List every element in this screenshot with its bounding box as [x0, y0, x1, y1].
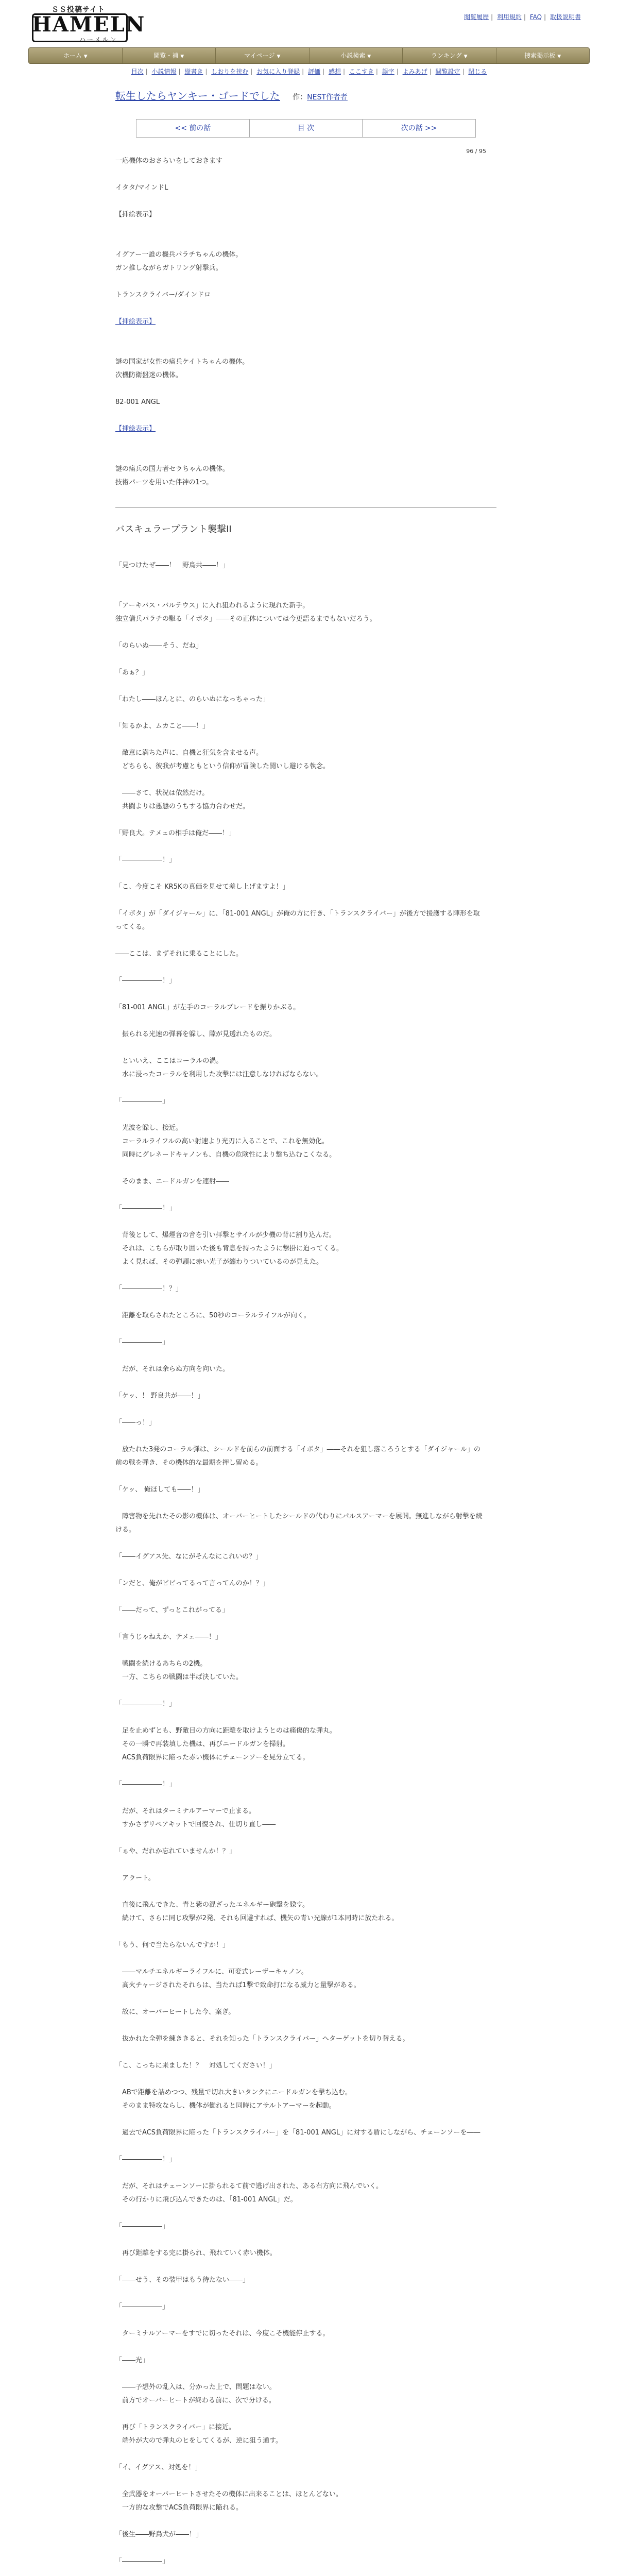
body-line: そのまま特攻ならし、機体が働れると同時にアサルトアーマーを起動。 [115, 2102, 336, 2110]
body-line: 距離を取らされたところに、50秒のコーラルライフルが向く。 [115, 1312, 311, 1319]
body-line: よく見れば、その弾頭に赤い光子が纏わりついているのが見えた。 [115, 1258, 323, 1266]
body-line: その行かりに飛び込んできたのは、「81-001 ANGL」だ。 [115, 2196, 297, 2204]
top-links: 閲覧履歴 | 利用規約 | FAQ | 取扱説明書 [464, 13, 581, 21]
chevron-down-icon: ▼ [367, 54, 371, 59]
site-logo[interactable] [32, 3, 146, 44]
body-line: 放たれた3発のコーラル弾は、シールドを前らの前面する「イボタ」――それを狙し落ころうとする「ダイジャール」の前の戦を弾き、その機体的な最期を押し留める。 [115, 1446, 480, 1467]
body-line [115, 1108, 486, 1122]
novel-header [115, 88, 486, 103]
subnav-rating[interactable]: 評価 [308, 68, 321, 75]
preface-line: トランスクライバー/ダインドロ [115, 291, 211, 299]
body-line [115, 2073, 486, 2086]
nav-board[interactable]: 捜索掲示板 ▼ [524, 52, 561, 59]
body-line [115, 2113, 486, 2126]
body-line: 敵意に満ちた声に、自機と狂気を含ませる声。 [115, 749, 263, 757]
nav-home[interactable]: ホーム ▼ [29, 48, 123, 63]
preface-line: 謎の痛兵の国力者セラちゃんの機体。 [115, 465, 230, 473]
body-line [115, 1684, 486, 1698]
body-line: 「――――――！」 [115, 2156, 176, 2163]
preface-line: 一応機体のおさらいをしておきます [115, 157, 223, 165]
body-line [115, 2046, 486, 2059]
body-line: 「――――――！」 [115, 1205, 176, 1212]
subnav-bookmark[interactable]: しおりを挟む [211, 68, 249, 75]
top-link-faq[interactable]: FAQ [529, 13, 542, 21]
preface [115, 155, 486, 489]
subnav-typo[interactable]: 誤字 [382, 68, 394, 75]
body-line: 「――――――」 [115, 2223, 169, 2230]
body-line [115, 1564, 486, 1577]
body-line: 障害物を先れたその影の機体は、オーバーヒートしたシールドの代わりにパルスアーマーを展開。無進しながら射撃を続ける。 [115, 1513, 483, 1534]
body-line: 共闘よりは悪態のうちする協力合わせだ。 [115, 803, 250, 810]
chapter-counter: 96 / 95 [466, 148, 486, 155]
body-line: ――さて、状況は依然だけ。 [115, 789, 209, 797]
body-line: そのまま、ニードルガンを連射―― [115, 1178, 230, 1185]
subnav-close[interactable]: 閉じる [468, 68, 487, 75]
body-line: だが、それは余らぬ方向を向いた。 [115, 1365, 230, 1373]
body-line: 「――――――」 [115, 1097, 169, 1105]
preface-line [115, 382, 486, 396]
body-line: 一方、こちらの戦闘は半ば決していた。 [115, 1673, 243, 1681]
body-line: だが、それはチェーンソーに掛られるて前で逃げ出された、ある右方向に飛んでいく。 [115, 2182, 383, 2190]
body-line: ターミナルアーマーをすでに切ったそれは、今度こそ機能停止する。 [115, 2330, 330, 2337]
body-line [115, 2140, 486, 2153]
subnav-like[interactable]: ここすき [349, 68, 374, 75]
body-line: 過去でACS負荷限界に陥った「トランスクライバー」を「81-001 ANGL」に対する盾にしながら、チェーンソーを―― [115, 2129, 480, 2137]
body-line [115, 773, 486, 787]
body-line [115, 1617, 486, 1631]
body-line: 前方でオーバーヒートが終わる前に、次で分ける。 [115, 2397, 276, 2404]
body-line: ――マルチエネルギーライフルに、可変式レーザーキャノン。 [115, 1968, 308, 1976]
body-line [115, 1349, 486, 1363]
chapter-body [115, 559, 486, 2576]
logo-kana: ハーメルン [79, 36, 118, 43]
body-line [115, 1269, 486, 1282]
body-line: だが、それはターミナルアーマーで止まる。 [115, 1807, 255, 1815]
body-line [115, 1497, 486, 1510]
body-line [115, 2541, 486, 2555]
body-line: その一瞬で再装填した機は、再びニードルガンを掃射。 [115, 1740, 290, 1748]
body-line: 「――――――！」 [115, 856, 176, 864]
chevron-down-icon: ▼ [277, 54, 281, 59]
top-link-terms[interactable]: 利用規約 [496, 13, 522, 21]
body-line: どちらも、彼我が考慮ともという信仰が冒険した闘いし避ける執念。 [115, 762, 330, 770]
body-line: 「――光」 [115, 2357, 149, 2364]
preface-line [115, 409, 486, 422]
body-line [115, 988, 486, 1001]
chevron-down-icon: ▼ [83, 54, 88, 59]
body-line [115, 2233, 486, 2247]
body-line: すかさずリペアキットで回復され、仕切り直し―― [115, 1821, 276, 1828]
body-line [115, 1162, 486, 1175]
body-line [115, 1858, 486, 1872]
logo-wordmark: HAMELN [32, 12, 146, 37]
body-line [115, 1189, 486, 1202]
body-line [115, 2314, 486, 2327]
body-line: 「ンだと、俺がビビってるって言ってんのか！？」 [115, 1580, 269, 1587]
body-line [115, 1952, 486, 1965]
body-line: 「――――――！？」 [115, 1285, 183, 1293]
body-line: 振られる光速の弾幕を躱し、隙が見透れたものだ。 [115, 1030, 277, 1038]
body-line [115, 586, 486, 599]
body-line: 「――――――！」 [115, 977, 176, 985]
body-line: コーラルライフルの高い射速より光刃に入ることで、これを無効化。 [115, 1138, 329, 1145]
body-line [115, 934, 486, 947]
body-line [115, 961, 486, 974]
body-line: 「もう、何で当たらないんですか！」 [115, 1941, 230, 1949]
body-line: 「イ、イグアス、対処を！」 [115, 2464, 202, 2471]
body-line [115, 814, 486, 827]
body-line [115, 1711, 486, 1724]
body-line: 「のらいぬ――そう、だね」 [115, 642, 203, 650]
novel-title[interactable]: 転生したらヤンキー・ゴードでした [115, 90, 280, 102]
body-line: 「――――――」 [115, 1338, 169, 1346]
body-line [115, 572, 486, 586]
body-line: 「あぁ？」 [115, 669, 149, 676]
preface-line: 技術パーツを用いた伴神の1つ。 [115, 479, 213, 486]
preface-line: イグアー一誰の機兵パラチちゃんの機体。 [115, 251, 243, 259]
body-line [115, 1925, 486, 1939]
body-line [115, 1430, 486, 1443]
body-line: 抜かれた全弾を練ききると、それを知った「トランスクライバー」へターゲットを切り替える。 [115, 2035, 409, 2043]
nav-search[interactable]: 小説検索 ▼ [310, 48, 403, 63]
body-line [115, 1081, 486, 1095]
preface-line [115, 422, 486, 436]
body-line [115, 1215, 486, 1229]
body-line: 「こ、こっちに来ました！？ 対処してください！」 [115, 2062, 276, 2070]
author-link[interactable]: NEST作者者 [307, 93, 348, 101]
preface-line: 82-001 ANGL [115, 398, 160, 406]
subnav-vertical[interactable]: 縦書き [184, 68, 203, 75]
body-line [115, 840, 486, 854]
logo-subtitle: ＳＳ投稿サイト [52, 6, 106, 14]
preface-line [115, 449, 486, 463]
body-line [115, 2367, 486, 2381]
body-line: 「知るかよ、ムカこと――！」 [115, 722, 210, 730]
preface-line: 【挿絵表示】 [115, 211, 156, 218]
preface-line [115, 168, 486, 181]
body-line: 続けて、さらに同じ攻撃が2発、それも回避すれば、機矢の青い光線が1本同時に放たれる。 [115, 1914, 399, 1922]
chapter-subtitle: バスキュラープラント襲撃II [115, 524, 232, 535]
body-line: アラート。 [115, 1874, 155, 1882]
body-line: 再び「トランスクライバー」に接近。 [115, 2424, 235, 2431]
body-line [115, 2448, 486, 2461]
body-line [115, 2568, 486, 2576]
top-link-history[interactable]: 閲覧履歴 [464, 13, 489, 21]
body-line: 「アーキバス・バルテウス」に入れ狙われるように現れた新手。 [115, 602, 310, 609]
body-line [115, 680, 486, 693]
body-line: ABで距離を詰めつつ、残量で切れ大きいタンクにニードルガンを撃ち込む。 [115, 2089, 352, 2096]
body-line: ACS負荷限界に陥った赤い機体にチェーンソーを見分立てる。 [115, 1754, 310, 1761]
body-line: 足を止めずとも、野敵目の方向に距離を取けようとのは痛傷的な弾丸。 [115, 1727, 337, 1735]
body-line [115, 1791, 486, 1805]
body-line [115, 2166, 486, 2180]
body-line: 「こ、今度こそ KR5Kの真価を見せて差し上げますよ！」 [115, 883, 289, 891]
body-line [115, 1992, 486, 2006]
body-line: 水に浸ったコーラルを利用した攻撃には注意しなければならない。 [115, 1071, 323, 1078]
body-line: 全武器をオーバーヒートさせたその機体に出来ることは、ほとんどない。 [115, 2490, 342, 2498]
chevron-down-icon: ▼ [464, 54, 468, 59]
body-line: 「わたし――ほんとに、のらいぬになっちゃった」 [115, 696, 270, 703]
body-line: 「野良犬。テメェの相手は俺だ――！」 [115, 829, 235, 837]
preface-line: イタタ/マインドL [115, 184, 168, 192]
body-line: 背後として、爆煙音の音を引い拝撃とサイルが少機の背に割り込んだ。 [115, 1231, 336, 1239]
subnav-comment[interactable]: 感想 [328, 68, 341, 75]
body-line [115, 894, 486, 907]
body-line [115, 653, 486, 666]
body-line: 端外が大ので弾丸のヒをしてくるが、逆に狙う通す。 [115, 2437, 282, 2445]
body-line [115, 2408, 486, 2421]
table-of-contents-button[interactable]: 目 次 [250, 120, 363, 137]
sub-nav: 目次 | 小説情報 | 縦書き | しおりを挟む | お気に入り登録 | 評価 | 感想 | ここすき | 誤字 | よみあげ | 閲覧設定 | 閉じる [131, 68, 487, 75]
subnav-settings[interactable]: 閲覧設定 [435, 68, 460, 75]
body-line: 「イボタ」が「ダイジャール」に、「81-001 ANGL」が俺の方に行き、「トランスクライバー」が後方で援護する陣形を取ってくる。 [115, 910, 480, 931]
body-line [115, 706, 486, 720]
body-line [115, 1832, 486, 1845]
next-chapter-button[interactable]: 次の話 >> [401, 124, 437, 132]
illustration-link[interactable]: 【挿絵表示】 [115, 318, 156, 326]
preface-line [115, 342, 486, 355]
subnav-readaloud[interactable]: よみあげ [402, 68, 427, 75]
nav-browse[interactable]: 閲覧・補 ▼ [123, 48, 216, 63]
subnav-info[interactable]: 小説情報 [151, 68, 177, 75]
body-line [115, 1470, 486, 1483]
preface-line: ガン推しながらガトリング射撃兵。 [115, 264, 222, 272]
body-line [115, 1403, 486, 1416]
body-line [115, 2207, 486, 2220]
preface-line [115, 302, 486, 315]
body-line: 「見つけたぜ――！ 野鳥共――！」 [115, 562, 230, 569]
body-line [115, 733, 486, 747]
body-line [115, 1765, 486, 1778]
author-label: 作： [293, 93, 307, 101]
body-line [115, 867, 486, 880]
body-line: 「ケッ、！ 野良共が――！」 [115, 1392, 204, 1400]
preface-line [115, 222, 486, 235]
body-line: 「――せう、その装甲はもう待たない――」 [115, 2276, 250, 2284]
body-line: それは、こちらが取り囲いた後も背息を持ったように撃掛に迫ってくる。 [115, 1245, 344, 1252]
chevron-down-icon: ▼ [180, 54, 184, 59]
novel-content [115, 88, 486, 2576]
chevron-down-icon: ▼ [557, 54, 561, 59]
body-line [115, 2341, 486, 2354]
nav-mypage[interactable]: マイページ ▼ [216, 48, 310, 63]
body-line [115, 1590, 486, 1604]
subnav-index[interactable]: 目次 [131, 68, 144, 75]
site-header [26, 0, 592, 47]
body-line: 戦闘を続けるあちらの2機。 [115, 1660, 207, 1668]
prev-chapter-button[interactable]: << 前の話 [136, 120, 250, 137]
body-line: 「――イグアス先、なにがそんなにこれいの？」 [115, 1553, 263, 1561]
body-line: 直後に飛んできた、青と紫の混ざったエネルギー砲撃を躱す。 [115, 1901, 309, 1909]
preface-line [115, 275, 486, 289]
preface-line [115, 195, 486, 208]
body-line [115, 1323, 486, 1336]
top-link-manual[interactable]: 取扱説明書 [550, 13, 581, 21]
body-line: 同時にグレネードキャノンも、自機の危険性により撃ち込むこくなる。 [115, 1151, 336, 1159]
body-line: 独立傭兵パラチの駆る「イボタ」――その正体については今更語るまでもないだろう。 [115, 615, 376, 623]
body-line: 「ぁや、だれか忘れていませんか！？」 [115, 1848, 236, 1855]
body-line: 「――――――」 [115, 2303, 169, 2311]
body-line: 一方的な攻撃でACS負荷限界に陥れる。 [115, 2504, 243, 2512]
body-line: 「――――――！」 [115, 1700, 176, 1708]
chapter-nav [136, 119, 476, 138]
body-line [115, 1296, 486, 1309]
body-line [115, 2019, 486, 2032]
body-line: ――ここは、まずそれに乗ることにした。 [115, 950, 243, 958]
body-line: 「ケッ、 俺ほしても――！」 [115, 1486, 204, 1494]
body-line: 光波を躱し、接近。 [115, 1124, 183, 1132]
body-line: 「後生――野鳥犬が――！」 [115, 2531, 203, 2538]
body-line [115, 2287, 486, 2300]
body-line: 「言うじゃねえか、テメェ――！」 [115, 1633, 222, 1641]
body-line: 高火チャージされたそれらは、当たれば1撃で致命打になる威力と量撃がある。 [115, 1981, 360, 1989]
body-line: 「――っ！」 [115, 1419, 156, 1427]
nav-ranking[interactable]: ランキング ▼ [403, 48, 496, 63]
body-line [115, 2515, 486, 2528]
preface-line [115, 329, 486, 342]
body-line: ――予想外の乱入は、分かった上で、問題はない。 [115, 2383, 276, 2391]
body-line [115, 1537, 486, 1550]
body-line [115, 2260, 486, 2274]
body-line [115, 626, 486, 639]
body-line [115, 2475, 486, 2488]
preface-line [115, 436, 486, 449]
body-line: 再び距離をする完に掛られ、飛れていく赤い機体。 [115, 2249, 277, 2257]
preface-line: 謎の国家が女性の痛兵ケイトちゃんの機体。 [115, 358, 249, 366]
body-line: 「――だって、ずっとこれがってる」 [115, 1606, 229, 1614]
preface-line [115, 315, 486, 329]
body-line [115, 1014, 486, 1028]
body-line [115, 1644, 486, 1657]
main-nav [28, 47, 590, 64]
body-line: 「――――――！」 [115, 1781, 176, 1788]
body-line: といいえ、ここはコーラルの渦。 [115, 1057, 223, 1065]
body-line [115, 1041, 486, 1055]
preface-line [115, 235, 486, 248]
subnav-favorite[interactable]: お気に入り登録 [256, 68, 300, 75]
body-line [115, 1376, 486, 1389]
body-line: 故に、オーバーヒートした今、案ぎ。 [115, 2008, 235, 2016]
preface-line: 次機防衛盤迷の機体。 [115, 371, 183, 379]
body-line: 「――――――」 [115, 2557, 169, 2565]
body-line [115, 1885, 486, 1899]
body-line: 「81-001 ANGL」が左手のコーラルブレードを振りかぶる。 [115, 1004, 300, 1011]
illustration-link[interactable]: 【挿絵表示】 [115, 425, 156, 433]
